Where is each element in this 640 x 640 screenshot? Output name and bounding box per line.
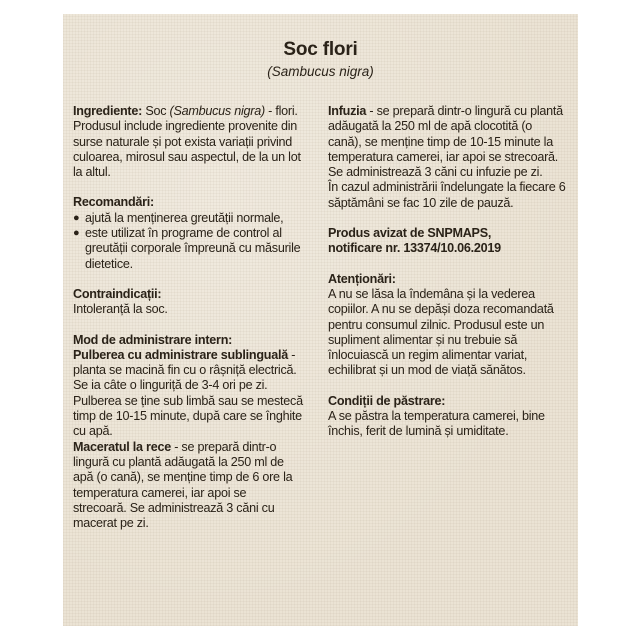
contraindications-text: Intoleranță la soc.	[73, 302, 168, 317]
right-column	[328, 104, 568, 455]
macerate-text: - se prepară dintr-o lingură cu plantă adăugată la 250 ml de apă (o cană), se menține timp de 6 ore la temperatura camerei, iar apoi se strecoară. Se administrează 3 căni cu macerat pe zi.	[73, 439, 293, 531]
ingredients-text-2: - flori. Produsul include ingrediente provenite din surse naturale și pot exista variații privind culoarea, mirosul sau aspectul, de la un lot la altul.	[73, 104, 301, 180]
powder-heading: Pulberea cu administrare sublinguală	[73, 347, 288, 362]
storage-section	[328, 394, 568, 440]
macerate-paragraph	[73, 440, 303, 532]
infusion-heading: Infuzia	[328, 104, 367, 118]
contraindications-section	[73, 287, 303, 318]
product-label	[63, 14, 578, 626]
contraindications-heading: Contraindicații:	[73, 286, 162, 301]
ingredients-heading: Ingrediente:	[73, 104, 143, 118]
infusion-paragraph	[328, 104, 568, 180]
approval-line-2: notificare nr. 13374/10.06.2019	[328, 241, 501, 256]
powder-text: - planta se macină fin cu o râșniță electrică. Se ia câte o linguriță de 3-4 ori pe zi. Pulberea se ține sub limbă sau se mestecă timp de 10-15 minute, după care se înghite cu apă.	[73, 347, 303, 439]
storage-text: A se păstra la temperatura camerei, bine închis, ferit de lumină și umiditate.	[328, 409, 545, 439]
powder-paragraph	[73, 348, 303, 440]
recommendations-heading: Recomandări:	[73, 195, 154, 210]
recommendations-section	[73, 195, 303, 271]
left-column	[73, 104, 303, 546]
warnings-heading: Atenționări:	[328, 271, 396, 286]
product-title: Soc flori	[283, 39, 358, 60]
macerate-heading: Maceratul la rece	[73, 439, 171, 454]
recommendation-item: ● este utilizat în programe de control al greutății corporale împreună cu măsurile dietetice.	[73, 226, 303, 272]
warnings-text: A nu se lăsa la îndemâna și la vederea copiilor. A nu se depăși doza recomandată pentru consumul zilnic. Produsul este un supliment alimentar și nu trebuie să înlocuiască un regim alimentar variat, echilibrat și un mod de viață sănătos.	[328, 286, 554, 378]
approval-line-1: Produs avizat de SNPMAPS,	[328, 226, 492, 241]
administration-heading: Mod de administrare intern:	[73, 332, 233, 347]
ingredients-section	[73, 104, 303, 180]
recommendation-item: ● ajută la menținerea greutății normale,	[73, 211, 303, 226]
infusion-section	[328, 104, 568, 211]
warnings-section	[328, 272, 568, 379]
ingredients-paragraph	[73, 104, 303, 180]
administration-section	[73, 333, 303, 532]
infusion-note: În cazul administrării îndelungate la fiecare 6 săptămâni se fac 10 zile de pauză.	[328, 180, 566, 210]
approval-section	[328, 226, 568, 257]
storage-heading: Condiții de păstrare:	[328, 393, 446, 408]
infusion-text: - se prepară dintr-o lingură cu plantă adăugată la 250 ml de apă clocotită (o cană), se menține timp de 10-15 minute la temperatura camerei, iar apoi se strecoară. Se administrează 3 căni cu infuzie pe zi.	[328, 104, 563, 180]
ingredients-latin: (Sambucus nigra)	[169, 104, 265, 118]
ingredients-text-1: Soc	[142, 104, 170, 118]
product-latin-name: (Sambucus nigra)	[267, 64, 374, 79]
